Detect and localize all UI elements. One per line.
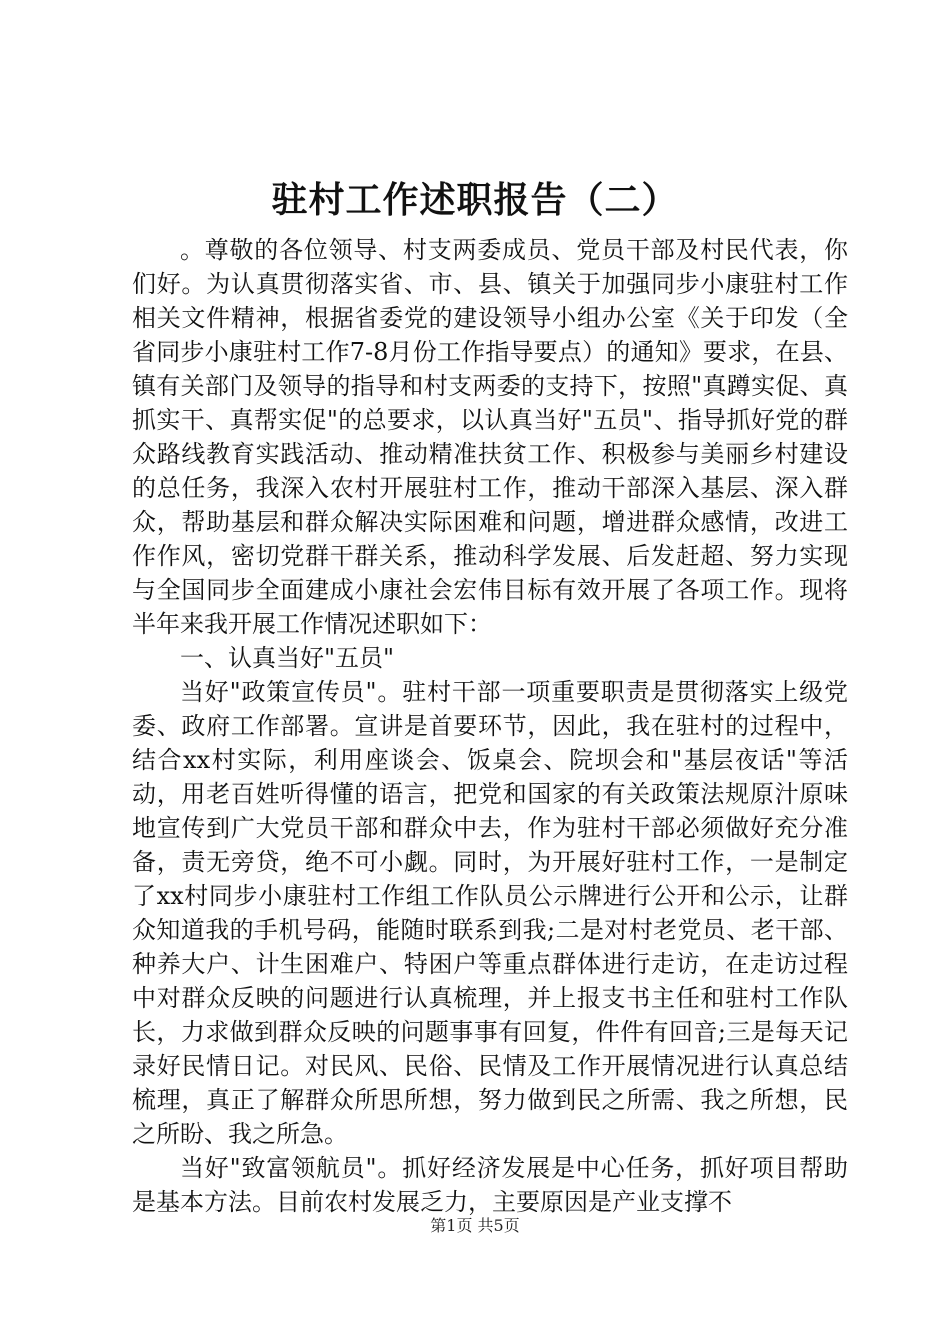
paragraph-policy-promoter: 当好"政策宣传员"。驻村干部一项重要职责是贯彻落实上级党委、政府工作部署。宣讲是首要环节，因此，我在驻村的过程中，结合xx村实际，利用座谈会、饭桌会、院坝会和"基层夜话"等活动，用老百姓听得懂的语言，把党和国家的有关政策法规原汁原味地宣传到广大党员干部和群众中去，作为驻村干部必须做好充分准备，责无旁贷，绝不可小觑。同时，为开展好驻村工作，一是制定了xx村同步小康驻村工作组工作队员公示牌进行公开和公示，让群众知道我的手机号码，能随时联系到我;二是对村老党员、老干部、种养大户、计生困难户、特困户等重点群体进行走访，在走访过程中对群众反映的问题进行认真梳理，并上报支书主任和驻村工作队长，力求做到群众反映的问题事事有回复，件件有回音;三是每天记录好民情日记。对民风、民俗、民情及工作开展情况进行认真总结梳理，真正了解群众所思所想，努力做到民之所需、我之所想，民之所盼、我之所急。 — [132, 678, 848, 1148]
page-number-footer: 第1页 共5页 — [430, 1216, 520, 1235]
paragraph-intro: 。尊敬的各位领导、村支两委成员、党员干部及村民代表，你们好。为认真贯彻落实省、市、县、镇关于加强同步小康驻村工作相关文件精神，根据省委党的建设领导小组办公室《关于印发（全省同步小康驻村工作7-8月份工作指导要点）的通知》要求，在县、镇有关部门及领导的指导和村支两委的支持下，按照"真蹲实促、真抓实干、真帮实促"的总要求，以认真当好"五员"、指导抓好党的群众路线教育实践活动、推动精准扶贫工作、积极参与美丽乡村建设的总任务，我深入农村开展驻村工作，推动干部深入基层、深入群众，帮助基层和群众解决实际困难和问题，增进群众感情，改进工作作风，密切党群干群关系，推动科学发展、后发赶超、努力实现与全国同步全面建成小康社会宏伟目标有效开展了各项工作。现将半年来我开展工作情况述职如下： — [132, 236, 848, 638]
document-title: 驻村工作述职报告（二） — [271, 179, 679, 221]
paragraph-wealth-leader: 当好"致富领航员"。抓好经济发展是中心任务，抓好项目帮助是基本方法。目前农村发展乏力，主要原因是产业支撑不 — [132, 1154, 848, 1216]
section-heading: 一、认真当好"五员" — [180, 644, 395, 672]
document-body — [132, 233, 848, 1219]
